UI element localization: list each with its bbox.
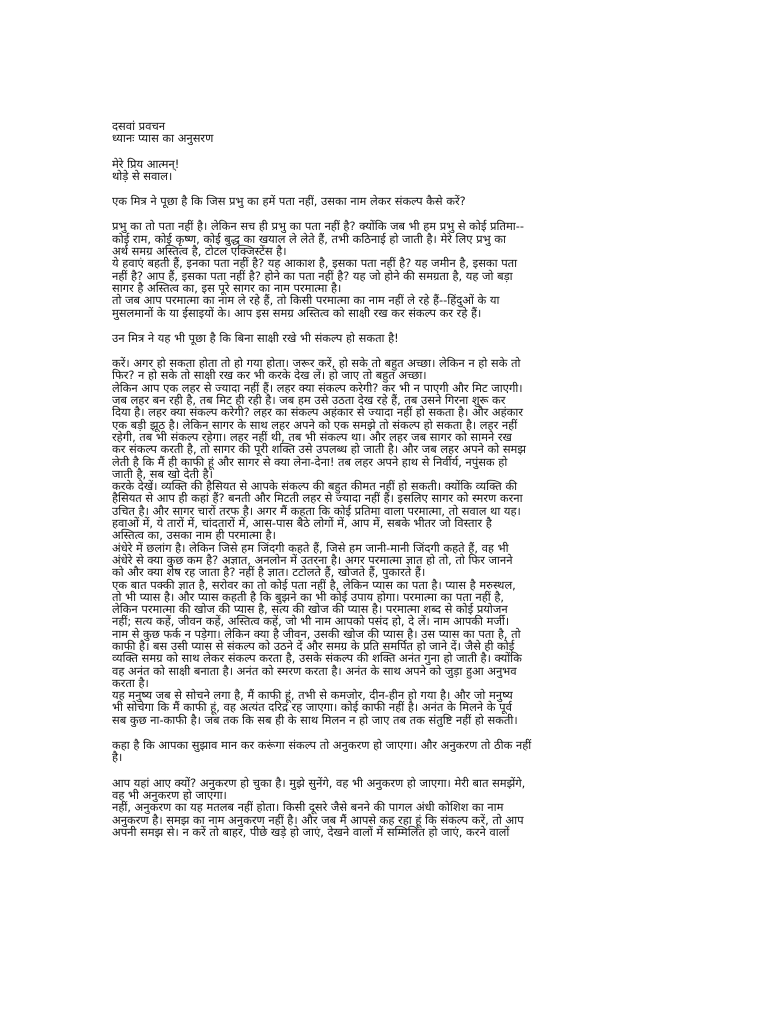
text-line: लेकिन परमात्मा की खोज की प्यास है, सत्य की खोज की प्यास है। परमात्मा शब्द से कोई प्रयोजन [112,602,508,617]
text-line: सब कुछ ना-काफी है। जब तक कि सब ही के साथ मिलन न हो जाए तब तक संतुष्टि नहीं हो सकती। [112,712,518,727]
text-line: प्रभु का तो पता नहीं है। लेकिन सच ही प्रभु का पता नहीं है? क्योंकि जब भी हम प्रभु से कोई प्रतिमा-- [112,219,524,234]
text-line: कर संकल्प करती है, तो सागर की पूरी शक्ति उसे उपलब्ध हो जाती है। और जब लहर अपने को समझ [112,442,526,457]
text-line: अनुकरण है। समझ का नाम अनुकरण नहीं है। और जब मैं आपसे कह रहा हूं कि संकल्प करें, तो आप [112,812,524,827]
text-line: लेकिन आप एक लहर से ज्यादा नहीं हैं। लहर क्या संकल्प करेगी? कर भी न पाएगी और मिट जाएगी। [112,380,523,395]
text-line: जाती है, सब खो देती है। [112,466,213,481]
text-line: अपनी समझ से। न करें तो बाहर, पीछे खड़े हो जाएं, देखने वालों में सम्मिलित हो जाएं, करने वालों [112,824,510,839]
text-line: रहेगी, तब भी संकल्प रहेगा। लहर नहीं थी, तब भी संकल्प था। और लहर जब सागर को सामने रख [112,429,512,444]
text-line: उचित है। और सागर चारों तरफ है। अगर मैं कहता कि कोई प्रतिमा वाला परमात्मा, तो सवाल था यह। [112,503,521,518]
question-1 [112,195,668,207]
text-line: व्यक्ति समग्र को साथ लेकर संकल्प करता है, उसके संकल्प की शक्ति अनंत गुना हो जाती है। क्योंकि [112,651,522,666]
chapter-heading [112,120,668,145]
text-line: आप यहां आए क्यों? अनुकरण हो चुका है। मुझे सुनेंगे, वह भी अनुकरण हो जाएगा। मेरी बात समझेंगे, [112,775,526,790]
answer-3 [112,777,668,838]
text-line: एक बात पक्की ज्ञात है, सरोवर का तो कोई पता नहीं है, लेकिन प्यास का पता है। प्यास है मरुस्थल, [112,577,516,592]
text-line: एक बड़ी झूठ है। लेकिन सागर के साथ लहर अपने को एक समझे तो संकल्प हो सकता है। लहर नहीं [112,417,518,432]
text-line: उन मित्र ने यह भी पूछा है कि बिना साक्षी रखे भी संकल्प हो सकता है! [112,330,399,345]
text-line: मुसलमानों के या ईसाइयों के। आप इस समग्र अस्तित्व को साक्षी रख कर संकल्प कर रहे हैं। [112,305,482,320]
text-line: करें। अगर हो सकता होता तो हो गया होता। जरूर करें, हो सके तो बहुत अच्छा। लेकिन न हो सके तो [112,356,521,371]
text-line: भी सोचेगा कि मैं काफी हूं, वह अत्यंत दरिद्र रह जाएगा। कोई काफी नहीं है। अनंत के मिलने के पूर्व [112,700,512,715]
text-line: दिया है। लहर क्या संकल्प करेगी? लहर का संकल्प अहंकार से ज्यादा नहीं हो सकता है। और अहंकार [112,405,523,420]
text-line: नहीं; सत्य कहें, जीवन कहें, अस्तित्व कहें, जो भी नाम आपको पसंद हो, दे लें। नाम आपकी मर्जी। [112,614,510,629]
text-line: करता है। [112,675,149,690]
greeting [112,158,668,183]
text-line: दसवां प्रवचन [112,119,166,133]
text-line: एक मित्र ने पूछा है कि जिस प्रभु का हमें पता नहीं, उसका नाम लेकर संकल्प कैसे करें? [112,194,466,209]
text-line: नाम से कुछ फर्क न पड़ेगा। लेकिन क्या है जीवन, उसकी खोज की प्यास है। उस प्यास का पता है, तो [112,626,521,641]
text-line: काफी है। बस उसी प्यास से संकल्प को उठने दें और समग्र के प्रति समर्पित हो जाने दें। जैसे ही कोई [112,638,515,653]
question-2 [112,332,668,344]
text-line: लेती है कि मैं ही काफी हूं और सागर से क्या लेना-देना! तब लहर अपने हाथ से निर्वीर्य, नपुंसक हो [112,454,508,469]
text-line: अस्तित्व का, उसका नाम ही परमात्मा है। [112,528,276,543]
text-line: फिर? न हो सके तो साक्षी रख कर भी करके देख लें। हो जाए तो बहुत अच्छा। [112,368,427,383]
text-line: है। [112,750,123,765]
text-line: कहा है कि आपका सुझाव मान कर करूंगा संकल्प तो अनुकरण हो जाएगा। और अनुकरण तो ठीक नहीं [112,738,532,753]
text-line: मेरे प्रिय आत्मन्! [112,156,180,171]
text-line: नहीं, अनुकरण का यह मतलब नहीं होता। किसी दूसरे जैसे बनने की पागल अंधी कोशिश का नाम [112,800,504,815]
text-line: करके देखें। व्यक्ति की हैसियत से आपके संकल्प की बहुत कीमत नहीं हो सकती। क्योंकि व्यक्ति की [112,479,518,494]
answer-1 [112,220,668,318]
text-line: ध्यानः प्यास का अनुसरण [112,131,214,146]
text-line: अर्थ समग्र अस्तित्व है, टोटल एक्जिस्टेंस है। [112,244,287,259]
text-line: कोई राम, कोई कृष्ण, कोई बुद्ध का खयाल ले लेते हैं, तभी कठिनाई हो जाती है। मेरे लिए प्रभु का [112,231,506,246]
text-line: तो भी प्यास है। और प्यास कहती है कि बुझने का भी कोई उपाय होगा। परमात्मा का पता नहीं है, [112,589,505,604]
answer-2 [112,357,668,726]
question-3 [112,739,668,764]
text-line: थोड़े से सवाल। [112,168,173,183]
text-line: को और क्या शेष रह जाता है? नहीं है ज्ञात। टटोलते हैं, खोजते हैं, पुकारते हैं। [112,565,426,580]
text-line: यह मनुष्य जब से सोचने लगा है, मैं काफी हूं, तभी से कमजोर, दीन-हीन हो गया है। और जो मनुष्य [112,688,513,703]
text-line: जब लहर बन रही है, तब मिट ही रही है। जब हम उसे उठता देख रहे हैं, तब उसने गिरना शुरू कर [112,393,506,408]
text-line: हवाओं में, ये तारों में, चांदतारों में, आस-पास बैठे लोगों में, आप में, सबके भीतर जो विस्तार है [112,516,492,531]
text-line: ये हवाएं बहती हैं, इनका पता नहीं है? यह आकाश है, इसका पता नहीं है? यह जमीन है, इसका पता [112,256,518,271]
text-line: नहीं है? आप हैं, इसका पता नहीं है? होने का पता नहीं है? यह जो होने की समग्रता है, यह जो बड़ा [112,268,513,283]
text-line: तो जब आप परमात्मा का नाम ले रहे हैं, तो किसी परमात्मा का नाम नहीं ले रहे हैं--हिंदुओं के या [112,293,500,308]
text-line: वह अनंत को साक्षी बनाता है। अनंत को स्मरण करता है। अनंत के साथ अपने को जुड़ा हुआ अनुभव [112,663,517,678]
text-line: अंधेरे में छलांग है। लेकिन जिसे हम जिंदगी कहते हैं, जिसे हम जानी-मानी जिंदगी कहते हैं, वह भी [112,540,509,555]
text-line: हैसियत से आप ही कहां हैं? बनती और मिटती लहर से ज्यादा नहीं हैं। इसलिए सागर को स्मरण करना [112,491,523,506]
text-line: अंधेरे से क्या कुछ कम है? अज्ञात, अनलोन में उतरना है। अगर परमात्मा ज्ञात हो तो, तो फिर जानने [112,552,513,567]
text-line: सागर है अस्तित्व का, इस पूरे सागर का नाम परमात्मा है। [112,280,342,295]
text-line: वह भी अनुकरण हो जाएगा। [112,787,227,802]
